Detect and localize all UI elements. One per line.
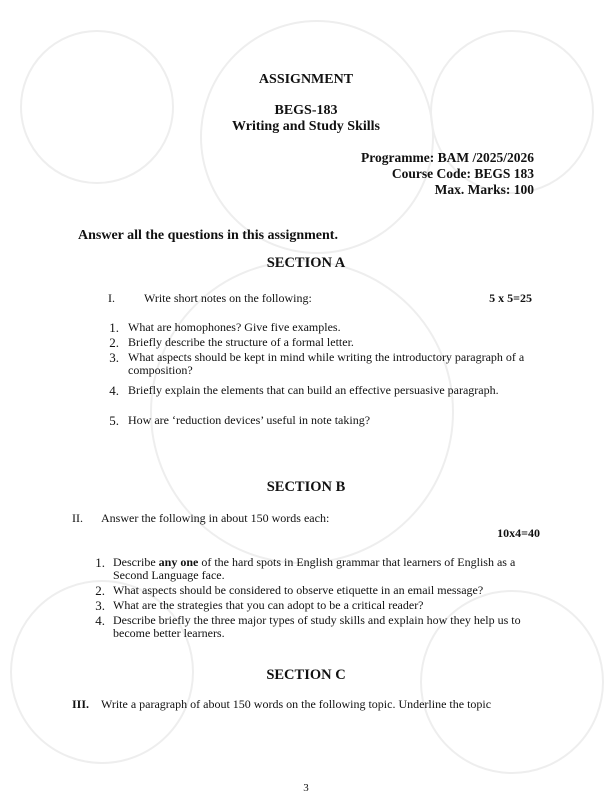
section-b-part-text: Answer the following in about 150 words each:	[101, 511, 330, 525]
section-a-part-label: I.	[108, 291, 115, 305]
section-b-part-label: II.	[72, 511, 83, 525]
question-text: Briefly explain the elements that can build an effective persuasive paragraph.	[128, 383, 499, 397]
question-text: What aspects should be kept in mind while writing the introductory paragraph of a composition?	[128, 350, 525, 377]
question-number: 4.	[95, 613, 105, 628]
watermark-seal	[200, 20, 434, 254]
question-text: Briefly describe the structure of a formal letter.	[128, 335, 354, 349]
question-number: 3.	[109, 350, 119, 365]
question-number: 2.	[95, 583, 105, 598]
section-c-part-label: III.	[72, 697, 90, 711]
section-b-heading: SECTION B	[266, 479, 346, 495]
question-number: 3.	[95, 598, 105, 613]
programme-line: Programme: BAM /2025/2026	[361, 150, 534, 165]
question-number: 1.	[109, 320, 119, 335]
section-c-part-text: Write a paragraph of about 150 words on the following topic. Underline the topic	[101, 697, 492, 711]
question-text: Describe briefly the three major types of study skills and explain how they help us to become better learners.	[113, 613, 521, 640]
question-number: 5.	[109, 413, 119, 428]
question-text: What aspects should be considered to observe etiquette in an email message?	[113, 583, 484, 597]
page-number: 3	[303, 782, 309, 794]
question-text: What are homophones? Give five examples.	[128, 320, 341, 334]
course-name-heading: Writing and Study Skills	[232, 119, 380, 134]
section-b-marks: 10x4=40	[497, 526, 540, 540]
instruction-line: Answer all the questions in this assignment.	[78, 228, 338, 243]
question-number: 4.	[109, 383, 119, 398]
section-c-heading: SECTION C	[266, 667, 346, 683]
question-number: 1.	[95, 555, 105, 570]
course-code-heading: BEGS-183	[274, 103, 338, 118]
max-marks-line: Max. Marks: 100	[434, 182, 534, 197]
question-text: What are the strategies that you can adopt to be a critical reader?	[113, 598, 424, 612]
assignment-title: ASSIGNMENT	[258, 72, 354, 87]
section-a-heading: SECTION A	[266, 255, 346, 271]
course-code-line: Course Code: BEGS 183	[391, 166, 534, 181]
section-a-marks: 5 x 5=25	[489, 291, 532, 305]
question-text: Describe any one of the hard spots in English grammar that learners of English as a Second Language face.	[113, 555, 516, 582]
question-text: How are ‘reduction devices’ useful in note taking?	[128, 413, 371, 427]
question-number: 2.	[109, 335, 119, 350]
section-a-part-text: Write short notes on the following:	[144, 291, 312, 305]
